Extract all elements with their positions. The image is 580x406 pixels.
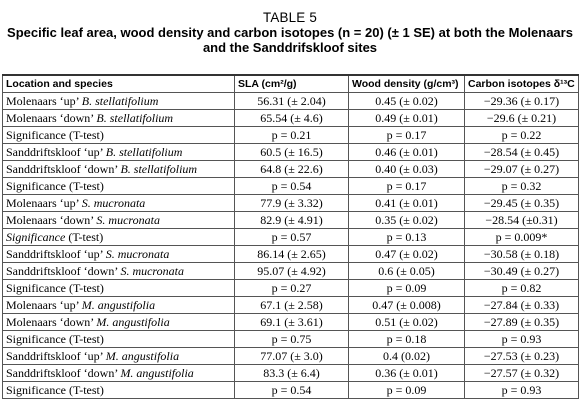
cell-carbon-isotopes: −29.36 (± 0.17) bbox=[465, 93, 579, 110]
location-text: Sanddriftskloof ‘down’ bbox=[6, 263, 121, 278]
cell-carbon-isotopes: −28.54 (±0.31) bbox=[465, 212, 579, 229]
cell-carbon-isotopes: p = 0.32 bbox=[465, 178, 579, 195]
location-text: Sanddriftskloof ‘down’ bbox=[6, 365, 121, 380]
species-name: S. mucronata bbox=[120, 263, 184, 278]
location-text: Significance (T-test) bbox=[6, 127, 104, 142]
cell-carbon-isotopes: −29.45 (± 0.35) bbox=[465, 195, 579, 212]
cell-sla: 56.31 (± 2.04) bbox=[235, 93, 349, 110]
table-row bbox=[3, 280, 579, 297]
location-text: Significance (T-test) bbox=[6, 178, 104, 193]
table-caption bbox=[0, 10, 580, 55]
cell-sla: 67.1 (± 2.58) bbox=[235, 297, 349, 314]
cell-location bbox=[3, 212, 235, 229]
table-row bbox=[3, 246, 579, 263]
species-name: M. angustifolia bbox=[105, 348, 180, 363]
species-name: B. stellatifolium bbox=[81, 93, 159, 108]
cell-carbon-isotopes: p = 0.009* bbox=[465, 229, 579, 246]
table-row bbox=[3, 263, 579, 280]
cell-location bbox=[3, 331, 235, 348]
cell-carbon-isotopes: −30.58 (± 0.18) bbox=[465, 246, 579, 263]
cell-sla: p = 0.75 bbox=[235, 331, 349, 348]
location-text: Significance bbox=[6, 229, 66, 244]
species-name: B. stellatifolium bbox=[96, 110, 174, 125]
location-text: Sanddriftskloof ‘up’ bbox=[6, 144, 106, 159]
location-text: Molenaars ‘down’ bbox=[6, 314, 97, 329]
cell-sla: p = 0.54 bbox=[235, 178, 349, 195]
cell-wood-density: 0.47 (± 0.008) bbox=[349, 297, 465, 314]
cell-wood-density: 0.46 (± 0.01) bbox=[349, 144, 465, 161]
cell-sla: 77.9 (± 3.32) bbox=[235, 195, 349, 212]
location-text: Sanddriftskloof ‘up’ bbox=[6, 246, 106, 261]
cell-wood-density: p = 0.18 bbox=[349, 331, 465, 348]
location-text: Sanddriftskloof ‘up’ bbox=[6, 348, 106, 363]
table-row bbox=[3, 144, 579, 161]
cell-wood-density: 0.40 (± 0.03) bbox=[349, 161, 465, 178]
location-text: Sanddriftskloof ‘down’ bbox=[6, 161, 121, 176]
column-header-wood-density: Wood density (g/cm³) bbox=[349, 75, 465, 93]
cell-wood-density: p = 0.17 bbox=[349, 178, 465, 195]
table-label: TABLE 5 bbox=[263, 10, 317, 25]
cell-location bbox=[3, 365, 235, 382]
species-name: S. mucronata bbox=[81, 195, 146, 210]
header-row bbox=[3, 75, 579, 93]
cell-wood-density: p = 0.17 bbox=[349, 127, 465, 144]
table-row bbox=[3, 212, 579, 229]
cell-sla: 65.54 (± 4.6) bbox=[235, 110, 349, 127]
cell-wood-density: 0.47 (± 0.02) bbox=[349, 246, 465, 263]
cell-sla: 77.07 (± 3.0) bbox=[235, 348, 349, 365]
cell-sla: 82.9 (± 4.91) bbox=[235, 212, 349, 229]
species-name: S. mucronata bbox=[105, 246, 170, 261]
location-suffix: (T-test) bbox=[65, 229, 104, 244]
cell-carbon-isotopes: −27.53 (± 0.23) bbox=[465, 348, 579, 365]
table-row bbox=[3, 127, 579, 144]
cell-location bbox=[3, 144, 235, 161]
cell-location bbox=[3, 178, 235, 195]
cell-wood-density: 0.35 (± 0.02) bbox=[349, 212, 465, 229]
cell-sla: 95.07 (± 4.92) bbox=[235, 263, 349, 280]
location-text: Significance (T-test) bbox=[6, 382, 104, 397]
location-text: Molenaars ‘down’ bbox=[6, 212, 97, 227]
cell-sla: 83.3 (± 6.4) bbox=[235, 365, 349, 382]
table-row bbox=[3, 110, 579, 127]
cell-location bbox=[3, 246, 235, 263]
cell-sla: p = 0.21 bbox=[235, 127, 349, 144]
cell-carbon-isotopes: −28.54 (± 0.45) bbox=[465, 144, 579, 161]
location-text: Significance (T-test) bbox=[6, 280, 104, 295]
table-row bbox=[3, 314, 579, 331]
cell-location bbox=[3, 348, 235, 365]
table-row bbox=[3, 178, 579, 195]
cell-sla: p = 0.27 bbox=[235, 280, 349, 297]
species-name: B. stellatifolium bbox=[105, 144, 183, 159]
species-name: M. angustifolia bbox=[96, 314, 170, 329]
cell-wood-density: p = 0.13 bbox=[349, 229, 465, 246]
cell-wood-density: p = 0.09 bbox=[349, 280, 465, 297]
table-row bbox=[3, 365, 579, 382]
species-name: S. mucronata bbox=[96, 212, 160, 227]
cell-wood-density: 0.4 (0.02) bbox=[349, 348, 465, 365]
cell-carbon-isotopes: −29.6 (± 0.21) bbox=[465, 110, 579, 127]
cell-carbon-isotopes: −30.49 (± 0.27) bbox=[465, 263, 579, 280]
cell-wood-density: p = 0.09 bbox=[349, 382, 465, 399]
table-row bbox=[3, 348, 579, 365]
table-row bbox=[3, 195, 579, 212]
cell-location bbox=[3, 110, 235, 127]
cell-carbon-isotopes: −27.84 (± 0.33) bbox=[465, 297, 579, 314]
cell-location bbox=[3, 195, 235, 212]
column-header-location: Location and species bbox=[3, 75, 235, 93]
cell-sla: 64.8 (± 22.6) bbox=[235, 161, 349, 178]
cell-carbon-isotopes: p = 0.82 bbox=[465, 280, 579, 297]
cell-location bbox=[3, 229, 235, 246]
cell-sla: p = 0.57 bbox=[235, 229, 349, 246]
cell-wood-density: 0.6 (± 0.05) bbox=[349, 263, 465, 280]
cell-wood-density: 0.41 (± 0.01) bbox=[349, 195, 465, 212]
table-row bbox=[3, 93, 579, 110]
cell-sla: 60.5 (± 16.5) bbox=[235, 144, 349, 161]
column-header-carbon-isotopes: Carbon isotopes δ¹³C bbox=[465, 75, 579, 93]
cell-location bbox=[3, 93, 235, 110]
cell-carbon-isotopes: p = 0.93 bbox=[465, 331, 579, 348]
cell-sla: p = 0.54 bbox=[235, 382, 349, 399]
cell-sla: 69.1 (± 3.61) bbox=[235, 314, 349, 331]
cell-location bbox=[3, 314, 235, 331]
table-row bbox=[3, 297, 579, 314]
cell-wood-density: 0.36 (± 0.01) bbox=[349, 365, 465, 382]
table-title-line-1: Specific leaf area, wood density and carbon isotopes (n = 20) (± 1 SE) at both the Molenaars bbox=[7, 25, 573, 40]
table-row bbox=[3, 229, 579, 246]
cell-carbon-isotopes: −27.89 (± 0.35) bbox=[465, 314, 579, 331]
species-name: B. stellatifolium bbox=[120, 161, 198, 176]
cell-wood-density: 0.51 (± 0.02) bbox=[349, 314, 465, 331]
table-row bbox=[3, 161, 579, 178]
cell-carbon-isotopes: p = 0.93 bbox=[465, 382, 579, 399]
table-row bbox=[3, 382, 579, 399]
column-header-sla: SLA (cm²/g) bbox=[235, 75, 349, 93]
table-row bbox=[3, 331, 579, 348]
cell-wood-density: 0.45 (± 0.02) bbox=[349, 93, 465, 110]
location-text: Molenaars ‘down’ bbox=[6, 110, 97, 125]
location-text: Significance (T-test) bbox=[6, 331, 104, 346]
location-text: Molenaars ‘up’ bbox=[6, 297, 82, 312]
cell-location bbox=[3, 161, 235, 178]
table-title-line-2: and the Sanddrifskloof sites bbox=[202, 40, 378, 55]
cell-location bbox=[3, 297, 235, 314]
species-name: M. angustifolia bbox=[81, 297, 156, 312]
cell-location bbox=[3, 382, 235, 399]
location-text: Molenaars ‘up’ bbox=[6, 93, 82, 108]
cell-location bbox=[3, 263, 235, 280]
cell-location bbox=[3, 127, 235, 144]
cell-carbon-isotopes: −29.07 (± 0.27) bbox=[465, 161, 579, 178]
species-name: M. angustifolia bbox=[120, 365, 194, 380]
cell-wood-density: 0.49 (± 0.01) bbox=[349, 110, 465, 127]
cell-location bbox=[3, 280, 235, 297]
cell-carbon-isotopes: −27.57 (± 0.32) bbox=[465, 365, 579, 382]
cell-carbon-isotopes: p = 0.22 bbox=[465, 127, 579, 144]
cell-sla: 86.14 (± 2.65) bbox=[235, 246, 349, 263]
table-body bbox=[3, 93, 579, 399]
data-table bbox=[2, 74, 579, 399]
location-text: Molenaars ‘up’ bbox=[6, 195, 82, 210]
